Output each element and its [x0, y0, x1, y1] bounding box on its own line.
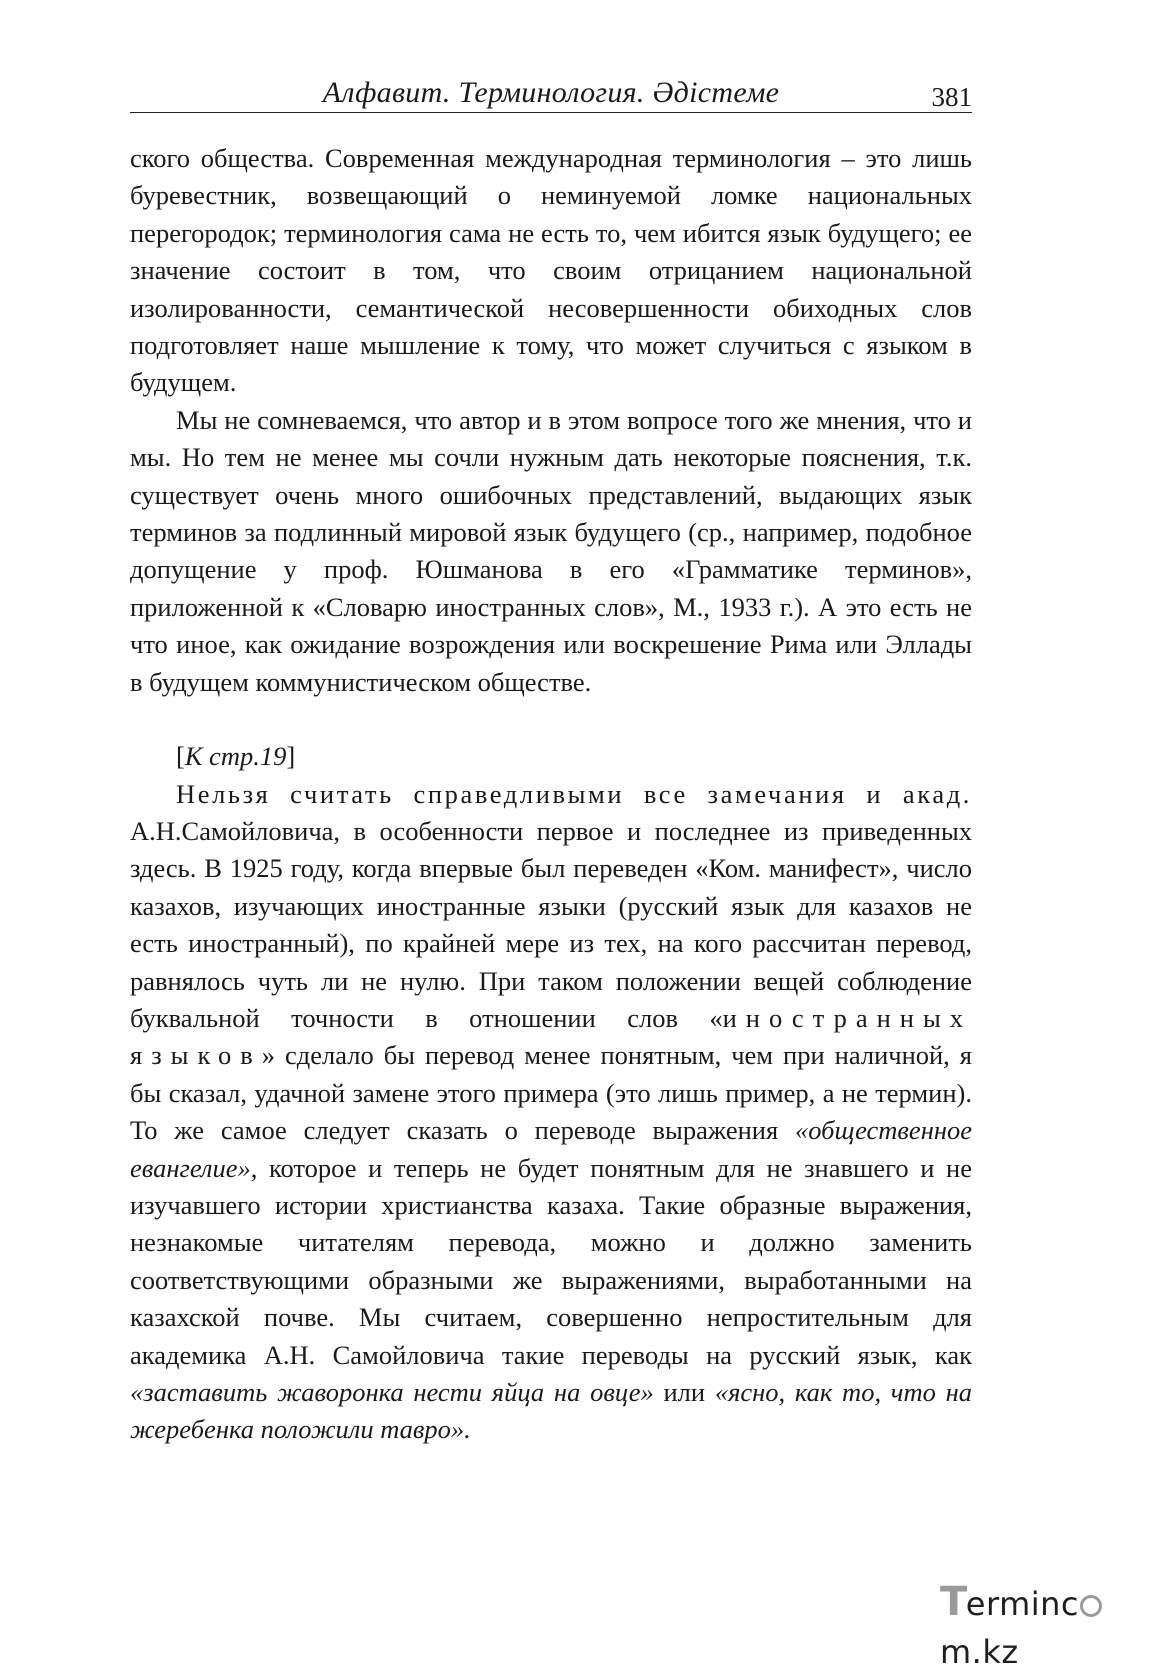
header-title: Алфавит. Терминология. Әдістеме	[322, 76, 780, 109]
spaced-phrase: иностранных языков	[130, 1002, 972, 1071]
italic-quote-1: «общественное евангелие»,	[130, 1115, 972, 1183]
paragraph-2: Мы не сомневаемся, что автор и в этом вопросе того же мнения, что и мы. Но тем не менее мы сочли нужным дать некоторые пояснения, т.к. существует очень много ошибочных представлений, выдающих язык терминов за подлинный мировой язык будущего (ср., например, подобное допущение у проф. Юшманова в его «Грамматике терминов», приложенной к «Словарю иностранных слов», М., 1933 г.). А это есть не что иное, как ожидание возрождения или воскрешение Рима или Эллады в будущем коммунистическом обществе.	[130, 404, 972, 697]
watermark-text-mid: erminc	[965, 1585, 1080, 1623]
body-text	[130, 140, 972, 1449]
magnifier-icon	[1080, 1595, 1102, 1617]
page-number: 381	[931, 82, 972, 112]
running-header	[130, 74, 972, 113]
section-ref-label: К стр.19	[184, 741, 287, 772]
italic-quote-2: «заставить жаворонка нести яйца на овце»	[130, 1377, 654, 1407]
paragraph-1: ского общества. Современная международная терминология – это лишь буревестник, возвещающий о неминуемой ломке национальных перегородок; терминология сама не есть то, чем ибится язык будущего; ее значение состоит в том, что своим отрицанием национальной изолированности, семантической несовершенности обиходных слов подготовляет наше мышление к тому, что может случиться с языком в будущем.	[130, 143, 972, 398]
watermark-t: T	[940, 1579, 968, 1625]
italic-quote-3: «ясно, как то, что на жеребенка положили тавро».	[130, 1377, 972, 1445]
paragraph-3-lead: Нельзя считать справедливыми все замечания и акад.	[176, 778, 972, 809]
paragraph-3-part-3: которое и теперь не будет понятным для не знавшего и не изучавшего истории христианства казаха. Такие образные выражения, незнакомые читателям перевода, можно и должно заменить соответствующими образными же выражениями, выработанными на казахской почве. Мы считаем, совершенно непростительным для академика А.Н. Самойловича такие переводы на русский язык, как	[130, 1152, 972, 1370]
paragraph-3-part-4: или	[653, 1377, 715, 1407]
section-reference	[130, 738, 972, 775]
watermark-text-tail: m.kz	[940, 1633, 1019, 1671]
paragraph-3-part-1: А.Н.Самойловича, в особенности первое и последнее из приведенных здесь. В 1925 году, когда впервые был переведен «Ком. манифест», число казахов, изучающих иностранные языки (русский язык для казахов не есть иностранный), по крайней мере из тех, на кого рассчитан перевод, равнялось чуть ли не нулю. При таком положении вещей соблюдение буквальной точности в отношении слов «	[130, 815, 972, 1033]
section-ref-close: ]	[286, 741, 296, 772]
paragraph-3-part-2: » сделало бы перевод менее понятным, чем при наличной, я бы сказал, удачной замене этого примера (это лишь пример, а не термин). То же самое следует сказать о переводе выражения	[130, 1040, 972, 1146]
section-ref-open: [	[176, 741, 185, 772]
termincom-watermark-logo	[940, 1578, 1150, 1671]
document-page	[130, 0, 972, 1637]
paragraph-3	[130, 776, 972, 1449]
